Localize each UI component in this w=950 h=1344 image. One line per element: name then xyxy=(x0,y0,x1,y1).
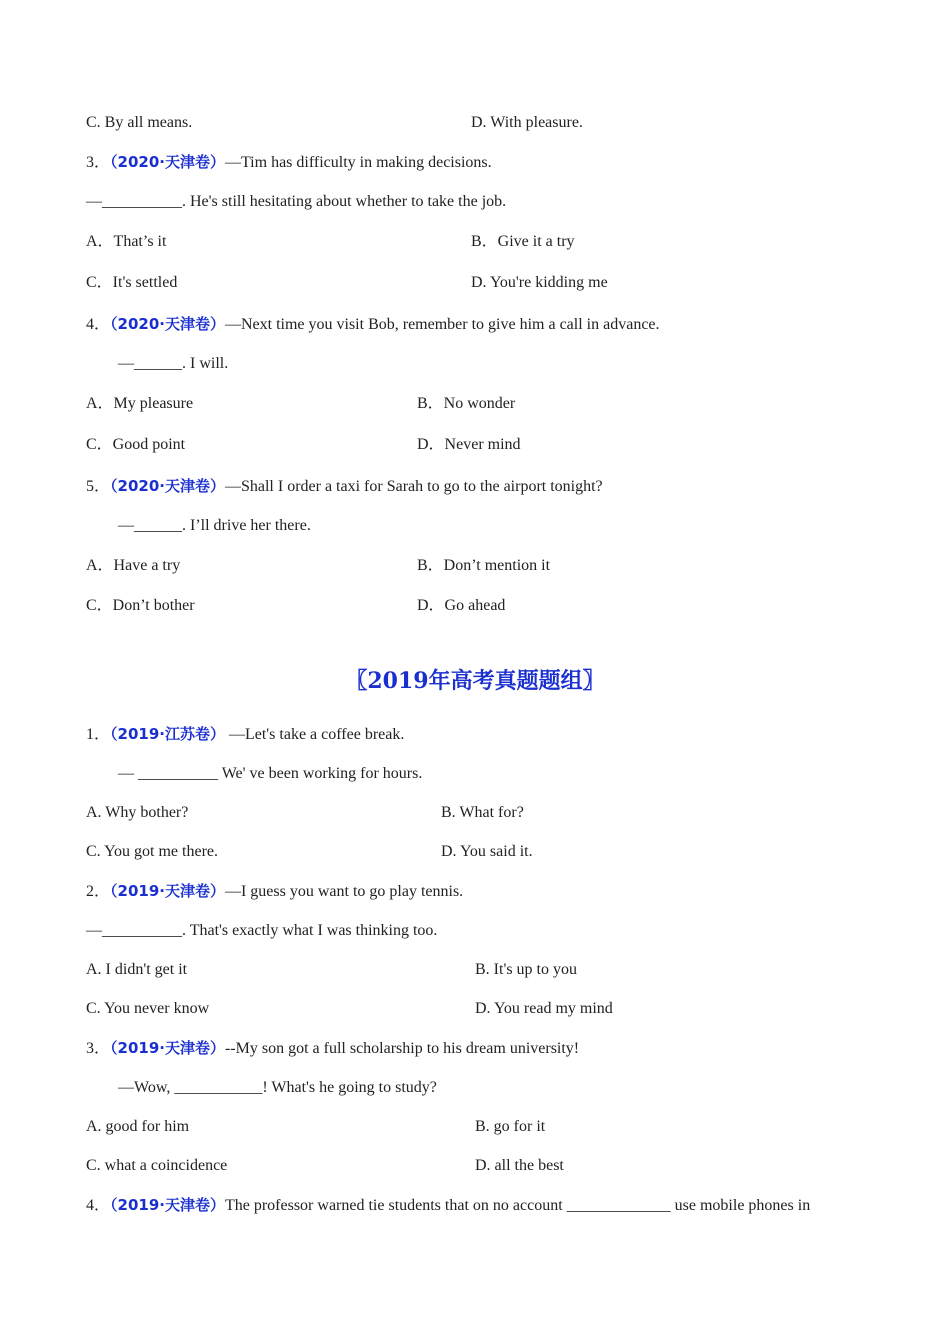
option-b: B．No wonder xyxy=(417,395,516,412)
question-prompt: —Shall I order a taxi for Sarah to go to the airport tonight? xyxy=(224,478,603,495)
option-c: C. what a coincidence xyxy=(86,1157,228,1174)
question-number: 4． xyxy=(86,1197,111,1214)
question-prompt: —Tim has difficulty in making decisions. xyxy=(224,154,492,171)
question-source: （2019·天津卷） xyxy=(110,1196,225,1214)
question-2020-3 xyxy=(86,152,492,173)
question-response: —Wow, ___________! What's he going to study? xyxy=(118,1079,437,1096)
option-a: A. good for him xyxy=(86,1118,190,1135)
question-prompt: The professor warned tie students that on no account _____________ use mobile phones in xyxy=(224,1197,811,1214)
question-2020-5 xyxy=(86,476,603,497)
option-c: C. By all means. xyxy=(86,114,193,131)
option-b: B. It's up to you xyxy=(475,961,577,978)
option-d: D. You read my mind xyxy=(475,1000,613,1017)
option-d: D. You're kidding me xyxy=(471,274,608,291)
option-a: A. Why bother? xyxy=(86,804,189,821)
question-response: —__________. He's still hesitating about whether to take the job. xyxy=(86,193,507,210)
question-source: （2020·天津卷） xyxy=(110,153,225,171)
section-heading-2019: 〖2019年高考真题题组〗 xyxy=(345,668,605,694)
question-number: 3． xyxy=(86,1040,111,1057)
question-response: —__________. That's exactly what I was thinking too. xyxy=(86,922,438,939)
option-c: C．Don’t bother xyxy=(86,597,195,614)
question-prompt: --My son got a full scholarship to his dream university! xyxy=(224,1040,580,1057)
question-source: （2020·天津卷） xyxy=(110,477,225,495)
question-response: — __________ We' ve been working for hours. xyxy=(118,765,423,782)
option-b: B. What for? xyxy=(441,804,524,821)
question-2019-2 xyxy=(86,881,463,902)
option-d: D．Go ahead xyxy=(417,597,506,614)
option-b: B. go for it xyxy=(475,1118,546,1135)
option-b: B．Don’t mention it xyxy=(417,557,551,574)
option-d: D. With pleasure. xyxy=(471,114,583,131)
question-prompt: —Let's take a coffee break. xyxy=(224,726,405,743)
question-source: （2020·天津卷） xyxy=(110,315,225,333)
question-number: 2． xyxy=(86,883,111,900)
question-number: 1． xyxy=(86,726,111,743)
option-a: A．My pleasure xyxy=(86,395,194,412)
question-source: （2019·天津卷） xyxy=(110,882,225,900)
option-b: B．Give it a try xyxy=(471,233,575,250)
question-number: 5． xyxy=(86,478,111,495)
question-2019-3 xyxy=(86,1038,579,1059)
question-2020-4 xyxy=(86,314,660,335)
question-number: 4． xyxy=(86,316,111,333)
question-prompt: —Next time you visit Bob, remember to give him a call in advance. xyxy=(224,316,660,333)
question-prompt: —I guess you want to go play tennis. xyxy=(224,883,464,900)
question-source: （2019·江苏卷） xyxy=(110,725,225,743)
question-source: （2019·天津卷） xyxy=(110,1039,225,1057)
option-d: D. all the best xyxy=(475,1157,564,1174)
option-a: A．Have a try xyxy=(86,557,181,574)
option-a: A．That’s it xyxy=(86,233,167,250)
question-response: —______. I will. xyxy=(118,355,229,372)
question-response: —______. I’ll drive her there. xyxy=(118,517,311,534)
option-d: D．Never mind xyxy=(417,436,521,453)
question-number: 3． xyxy=(86,154,111,171)
option-c: C．It's settled xyxy=(86,274,178,291)
question-2019-1 xyxy=(86,724,404,745)
question-2019-4 xyxy=(86,1195,810,1216)
option-c: C. You got me there. xyxy=(86,843,218,860)
option-d: D. You said it. xyxy=(441,843,533,860)
option-c: C. You never know xyxy=(86,1000,210,1017)
option-a: A. I didn't get it xyxy=(86,961,188,978)
option-c: C．Good point xyxy=(86,436,186,453)
